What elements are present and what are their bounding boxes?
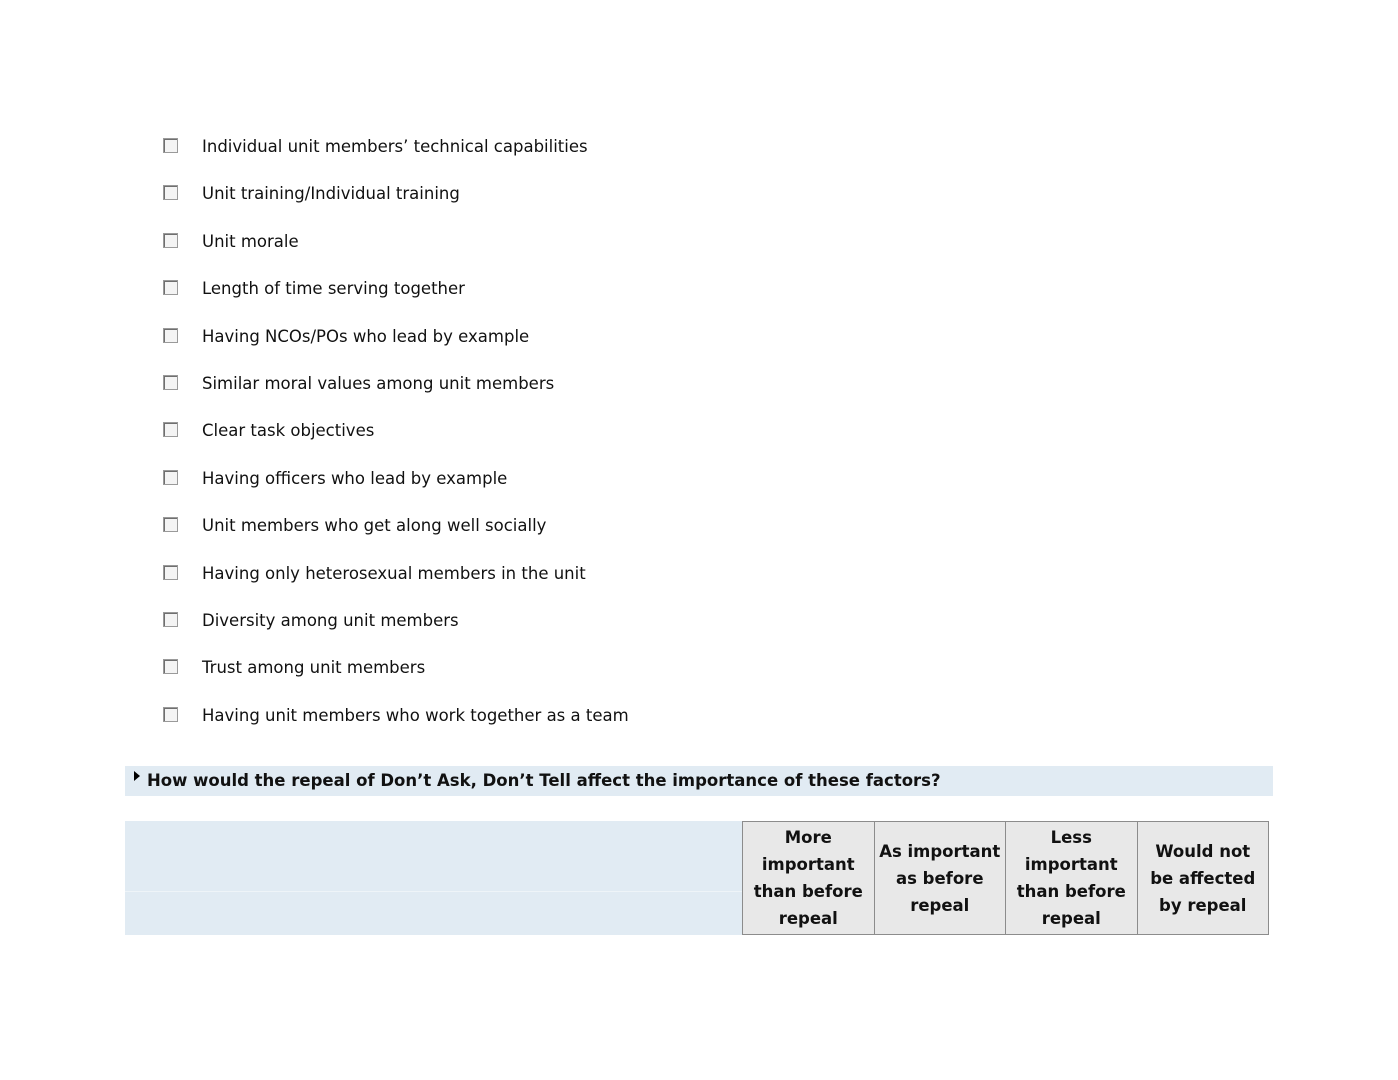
- option-label: Having NCOs/POs who lead by example: [202, 326, 530, 346]
- option-item: [160, 702, 860, 749]
- grid-column-header: Less important than before repeal: [1006, 822, 1138, 934]
- factor-options-list: [160, 133, 860, 749]
- response-grid-header: [742, 821, 1269, 935]
- option-item: [160, 370, 860, 417]
- option-item: [160, 417, 860, 464]
- checkbox[interactable]: [163, 328, 178, 343]
- checkbox[interactable]: [163, 185, 178, 200]
- option-label: Unit members who get along well socially: [202, 516, 547, 536]
- option-label: Individual unit members’ technical capabilities: [202, 137, 588, 156]
- option-item: [160, 133, 860, 180]
- grid-divider: [125, 891, 742, 892]
- option-label: Trust among unit members: [202, 658, 426, 678]
- option-item: [160, 512, 860, 559]
- option-item: [160, 654, 860, 701]
- option-label: Clear task objectives: [202, 421, 375, 441]
- grid-column-header: Would not be affected by repeal: [1138, 822, 1270, 934]
- checkbox[interactable]: [163, 517, 178, 532]
- question-text: How would the repeal of Don’t Ask, Don’t Tell affect the importance of these factors?: [147, 771, 941, 790]
- option-item: [160, 228, 860, 275]
- grid-column-header: As important as before repeal: [875, 822, 1007, 934]
- option-item: [160, 275, 860, 322]
- option-label: Similar moral values among unit members: [202, 373, 555, 393]
- grid-column-header: More important than before repeal: [743, 822, 875, 934]
- option-item: [160, 465, 860, 512]
- checkbox[interactable]: [163, 565, 178, 580]
- option-label: Unit morale: [202, 231, 299, 251]
- checkbox[interactable]: [163, 233, 178, 248]
- checkbox[interactable]: [163, 612, 178, 627]
- option-label: Diversity among unit members: [202, 610, 459, 630]
- checkbox[interactable]: [163, 375, 178, 390]
- option-item: [160, 607, 860, 654]
- option-item: [160, 180, 860, 227]
- option-item: [160, 323, 860, 370]
- option-label: Length of time serving together: [202, 279, 465, 299]
- option-label: Unit training/Individual training: [202, 184, 460, 204]
- question-header: [125, 766, 1273, 796]
- checkbox[interactable]: [163, 470, 178, 485]
- checkbox[interactable]: [163, 280, 178, 295]
- checkbox[interactable]: [163, 138, 178, 153]
- option-label: Having officers who lead by example: [202, 468, 508, 488]
- triangle-right-icon: [134, 771, 140, 781]
- grid-row-label-area: [125, 821, 742, 935]
- checkbox[interactable]: [163, 659, 178, 674]
- option-item: [160, 560, 860, 607]
- option-label: Having only heterosexual members in the unit: [202, 563, 586, 583]
- option-label: Having unit members who work together as a team: [202, 705, 629, 725]
- checkbox[interactable]: [163, 707, 178, 722]
- checkbox[interactable]: [163, 422, 178, 437]
